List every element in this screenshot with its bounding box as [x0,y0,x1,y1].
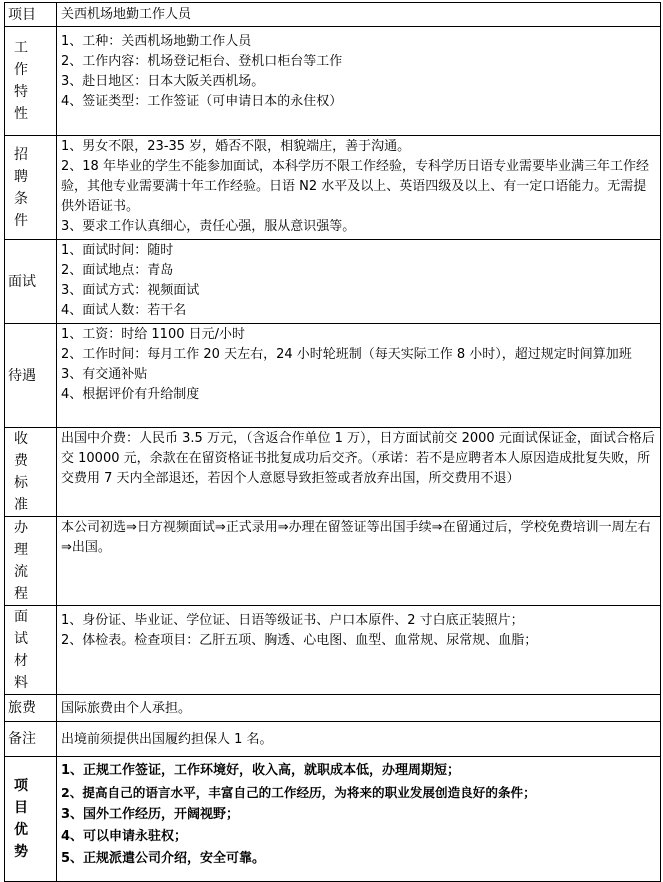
interview-item: 1、面试时间：随时 [61,243,174,258]
travel-text: 国际旅费由个人承担。 [61,700,192,716]
label-features: 工 作特性 [5,27,57,136]
feature-item: 1、工种：关西机场地勤工作人员 [61,34,252,49]
content-fees [57,428,661,517]
row-travel [5,695,661,722]
feature-item: 4、签证类型：工作签证（可申请日本的永住权） [61,94,343,109]
content-materials [57,606,661,695]
row-advantages [5,757,661,882]
treatment-item: 3、有交通补贴 [61,367,148,382]
label-interview: 面试 [5,240,57,324]
row-interview [5,240,661,324]
advantage-item: 5、正规派遣公司介绍，安全可靠。 [61,851,266,866]
condition-item: 1、男女不限，23-35 岁，婚否不限，相貌端庄，善于沟通。 [61,139,411,154]
content-treatment [57,324,661,428]
project-name: 关西机场地勤工作人员 [61,7,192,22]
interview-item: 3、面试方式：视频面试 [61,283,200,298]
advantage-item: 4、可以申请永驻权； [61,829,188,844]
remarks-text: 出境前须提供出国履约担保人 1 名。 [61,731,273,747]
content-remarks [57,722,661,757]
label-conditions: 招 聘条件 [5,136,57,240]
row-treatment [5,324,661,428]
content-project [57,3,661,27]
row-conditions [5,136,661,240]
label-remarks: 备注 [5,722,57,757]
condition-item: 2、18 年毕业的学生不能参加面试，本科学历不限工作经验，专科学历日语专业需要毕业满三年工作经验，其他专业需要满十年工作经验。日语 N2 水平及以上、英语四级及以上、有一定口语能力。无需提供外语证书。 [61,159,649,214]
label-project: 项目 [5,3,57,27]
row-features [5,27,661,136]
treatment-item: 2、工作时间：每月工作 20 天左右，24 小时轮班制（每天实际工作 8 小时），超过规定时间算加班 [61,347,632,362]
label-fees: 收 费标准 [5,428,57,517]
row-process [5,517,661,606]
interview-item: 4、面试人数：若干名 [61,303,187,318]
condition-item: 3、要求工作认真细心，责任心强，服从意识强等。 [61,219,356,234]
feature-item: 2、工作内容：机场登记柜台、登机口柜台等工作 [61,54,343,69]
treatment-item: 1、工资：时给 1100 日元/小时 [61,327,245,342]
advantage-item: 2、提高自己的语言水平，丰富自己的工作经历，为将来的职业发展创造良好的条件； [61,785,536,800]
row-project [5,3,661,27]
advantage-item: 3、国外工作经历，开阔视野； [61,807,240,822]
label-process: 办 理流程 [5,517,57,606]
content-conditions [57,136,661,240]
fees-text: 出国中介费：人民币 3.5 万元，（含返合作单位 1 万），日方面试前交 2000 元面试保证金，面试合格后交 10000 元，余款在在留资格证书批复成功后交齐。（承诺：若不是应聘者本人原因造成批复失败，所交费用 7 天内全部退还，若因个人意愿导致拒签或者放弃出国，所交费用不退） [61,431,655,486]
content-process [57,517,661,606]
job-info-table [4,2,661,882]
row-fees [5,428,661,517]
treatment-item: 4、根据评价有升给制度 [61,387,200,402]
row-remarks [5,722,661,757]
advantage-item: 1、正规工作签证，工作环境好，收入高，就职成本低，办理周期短； [61,763,461,778]
material-item: 1、身份证、毕业证、学位证、日语等级证书、户口本原件、2 寸白底正装照片； [61,613,524,628]
process-text: 本公司初选⇒日方视频面试⇒正式录用⇒办理在留签证等出国手续⇒在留通过后，学校免费培训一周左右⇒出国。 [61,520,651,555]
content-interview [57,240,661,324]
label-advantages: 项 目优势 [5,757,57,882]
label-materials: 面 试材料 [5,606,57,695]
feature-item: 3、赴日地区：日本大阪关西机场。 [61,74,265,89]
content-features [57,27,661,136]
interview-item: 2、面试地点：青岛 [61,263,174,278]
row-materials [5,606,661,695]
content-advantages [57,757,661,882]
label-treatment: 待遇 [5,324,57,428]
material-item: 2、体检表。检查项目：乙肝五项、胸透、心电图、血型、血常规、尿常规、血脂； [61,633,538,648]
content-travel [57,695,661,722]
label-travel: 旅费 [5,695,57,722]
